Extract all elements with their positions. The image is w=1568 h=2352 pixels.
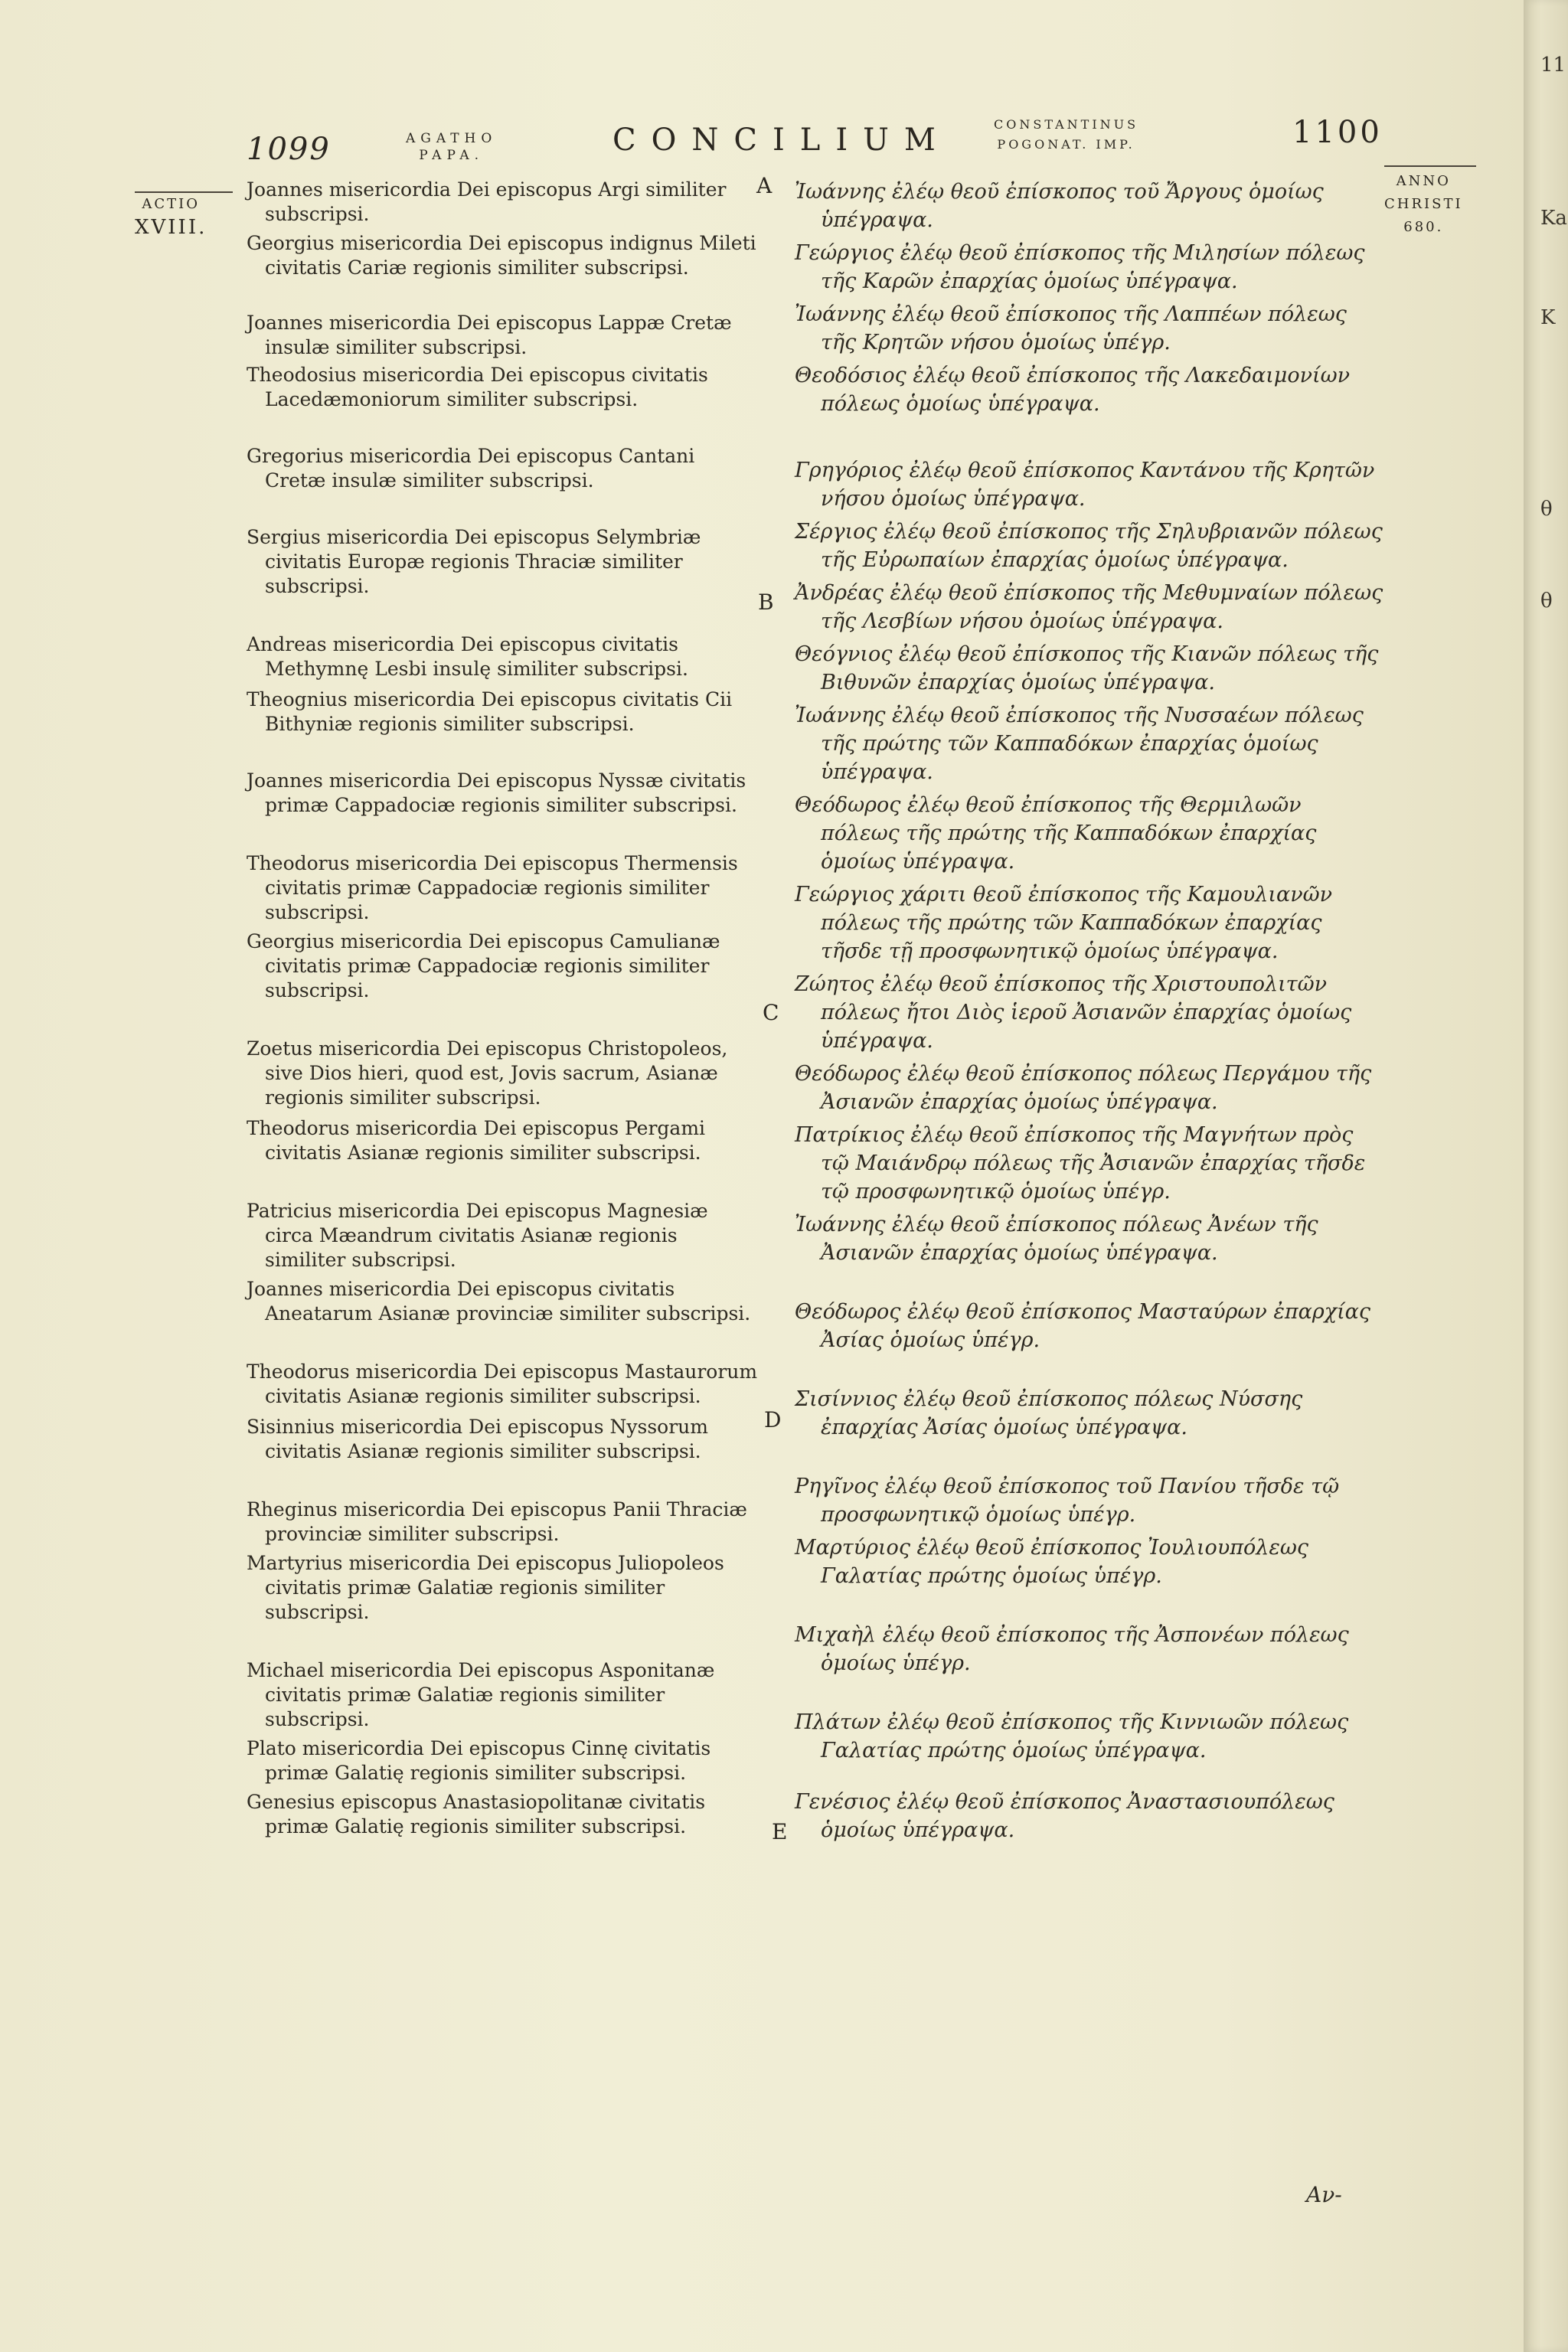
page-number-right: 1100 <box>1292 115 1383 150</box>
latin-entry: Theodorus misericordia Dei episcopus Pergami civitatis Asianæ regionis similiter subscripsi. <box>247 1117 706 1164</box>
latin-entry: Joannes misericordia Dei episcopus Nyssæ civitatis primæ Cappadociæ regionis similiter subscripsi. <box>247 769 746 816</box>
header-constantinus <box>994 115 1138 155</box>
greek-entry: Ἰωάννης ἐλέῳ θεοῦ ἐπίσκοπος πόλεως Ἀνέων τῆς Ἀσιανῶν ἐπαρχίας ὁμοίως ὑπέγραψα. <box>795 1213 1318 1265</box>
page-number-left: 1099 <box>247 132 331 167</box>
header-papa: PAPA. <box>419 148 485 163</box>
greek-entry: Μιχαὴλ ἐλέῳ θεοῦ ἐπίσκοπος τῆς Ἀσπονέων πόλεως ὁμοίως ὑπέγρ. <box>795 1623 1349 1675</box>
anno-year: 680. <box>1403 219 1444 235</box>
header-constantinus-name: CONSTANTINUS <box>994 117 1139 132</box>
latin-column <box>247 178 758 1839</box>
header-agatho <box>406 130 497 164</box>
latin-entry: Sergius misericordia Dei episcopus Selymbriæ civitatis Europæ regionis Thraciæ similiter subscripsi. <box>247 526 701 597</box>
greek-entry: Ζώητος ἐλέῳ θεοῦ ἐπίσκοπος τῆς Χριστουπολιτῶν πόλεως ἤτοι Διὸς ἱεροῦ Ἀσιανῶν ἐπαρχίας ὁμοίως ὑπέγραψα. <box>795 972 1352 1053</box>
anno-rule <box>1384 165 1476 167</box>
header-agatho-name: AGATHO <box>406 131 498 146</box>
greek-entry: Ἀνδρέας ἐλέῳ θεοῦ ἐπίσκοπος τῆς Μεθυμναίων πόλεως τῆς Λεσβίων νήσου ὁμοίως ὑπέγραψα. <box>795 581 1383 633</box>
greek-entry: Γρηγόριος ἐλέῳ θεοῦ ἐπίσκοπος Καντάνου τῆς Κρητῶν νήσου ὁμοίως ὑπέγραψα. <box>795 459 1375 511</box>
greek-entry: Θεόδωρος ἐλέῳ θεοῦ ἐπίσκοπος Μασταύρων ἐπαρχίας Ἀσίας ὁμοίως ὑπέγρ. <box>795 1300 1371 1352</box>
greek-column <box>795 178 1384 1844</box>
greek-entry: Ἰωάννης ἐλέῳ θεοῦ ἐπίσκοπος τῆς Λαππέων πόλεως τῆς Κρητῶν νήσου ὁμοίως ὑπέγρ. <box>795 302 1347 354</box>
margin-letter-d: D <box>764 1407 782 1432</box>
latin-entry: Georgius misericordia Dei episcopus indignus Mileti civitatis Cariæ regionis similiter subscripsi. <box>247 232 756 279</box>
margin-letter-c: C <box>763 1000 779 1025</box>
latin-entry: Joannes misericordia Dei episcopus civitatis Aneatarum Asianæ provinciæ similiter subscripsi. <box>247 1278 751 1325</box>
gutter-mark: θ <box>1540 498 1553 521</box>
greek-entry: Ρηγῖνος ἐλέῳ θεοῦ ἐπίσκοπος τοῦ Πανίου τῆσδε τῷ προσφωνητικῷ ὁμοίως ὑπέγρ. <box>795 1475 1340 1527</box>
latin-entry: Theognius misericordia Dei episcopus civitatis Cii Bithyniæ regionis similiter subscripsi. <box>247 688 733 735</box>
greek-entry: Θεόγνιος ἐλέῳ θεοῦ ἐπίσκοπος τῆς Κιανῶν πόλεως τῆς Βιθυνῶν ἐπαρχίας ὁμοίως ὑπέγραψα. <box>795 642 1379 694</box>
greek-entry: Ἰωάννης ἐλέῳ θεοῦ ἐπίσκοπος τοῦ Ἄργους ὁμοίως ὑπέγραψα. <box>795 180 1324 232</box>
greek-entry: Γεώργιος ἐλέῳ θεοῦ ἐπίσκοπος τῆς Μιλησίων πόλεως τῆς Καρῶν ἐπαρχίας ὁμοίως ὑπέγραψα. <box>795 241 1365 293</box>
anno-label <box>1384 170 1463 239</box>
greek-entry: Θεόδωρος ἐλέῳ θεοῦ ἐπίσκοπος πόλεως Περγάμου τῆς Ἀσιανῶν ἐπαρχίας ὁμοίως ὑπέγραψα. <box>795 1062 1372 1114</box>
greek-entry: Μαρτύριος ἐλέῳ θεοῦ ἐπίσκοπος Ἰουλιουπόλεως Γαλατίας πρώτης ὁμοίως ὑπέγρ. <box>795 1536 1308 1588</box>
actio-number: XVIII. <box>135 216 207 239</box>
latin-entry: Zoetus misericordia Dei episcopus Christopoleos, sive Dios hieri, quod est, Jovis sacrum, Asianæ regionis similiter subscripsi. <box>247 1037 728 1109</box>
catchword: Αν- <box>1306 2182 1342 2207</box>
latin-entry: Rheginus misericordia Dei episcopus Panii Thraciæ provinciæ similiter subscripsi. <box>247 1498 747 1545</box>
gutter-mark: Ka <box>1540 207 1567 230</box>
greek-entry: Ἰωάννης ἐλέῳ θεοῦ ἐπίσκοπος τῆς Νυσσαέων πόλεως τῆς πρώτης τῶν Καππαδόκων ἐπαρχίας ὁμοίως ὑπέγραψα. <box>795 704 1364 784</box>
margin-letter-a: A <box>756 173 773 198</box>
page-title: CONCILIUM <box>612 122 951 158</box>
latin-entry: Gregorius misericordia Dei episcopus Cantani Cretæ insulæ similiter subscripsi. <box>247 445 695 492</box>
latin-entry: Michael misericordia Dei episcopus Asponitanæ civitatis primæ Galatiæ regionis similiter subscripsi. <box>247 1659 715 1730</box>
greek-entry: Πατρίκιος ἐλέῳ θεοῦ ἐπίσκοπος τῆς Μαγνήτων πρὸς τῷ Μαιάνδρῳ πόλεως τῆς Ἀσιανῶν ἐπαρχίας τῆσδε τῷ προσφωνητικῷ ὁμοίως ὑπέγρ. <box>795 1123 1366 1204</box>
greek-entry: Πλάτων ἐλέῳ θεοῦ ἐπίσκοπος τῆς Κιννιωῶν πόλεως Γαλατίας πρώτης ὁμοίως ὑπέγραψα. <box>795 1710 1349 1762</box>
actio-label <box>135 193 207 239</box>
latin-entry: Andreas misericordia Dei episcopus civitatis Methymnę Lesbi insulę similiter subscripsi. <box>247 633 688 680</box>
latin-entry: Sisinnius misericordia Dei episcopus Nyssorum civitatis Asianæ regionis similiter subscripsi. <box>247 1416 708 1462</box>
latin-entry: Theodorus misericordia Dei episcopus Mastaurorum civitatis Asianæ regionis similiter subscripsi. <box>247 1361 758 1407</box>
gutter-mark: θ <box>1540 590 1553 612</box>
gutter-mark: K <box>1540 306 1556 329</box>
christi-word: CHRISTI <box>1384 196 1463 212</box>
latin-entry: Georgius misericordia Dei episcopus Camulianæ civitatis primæ Cappadociæ regionis similiter subscripsi. <box>247 930 720 1001</box>
latin-entry: Joannes misericordia Dei episcopus Lappæ Cretæ insulæ similiter subscripsi. <box>247 312 732 358</box>
greek-entry: Θεόδωρος ἐλέῳ θεοῦ ἐπίσκοπος τῆς Θερμιλωῶν πόλεως τῆς πρώτης τῆς Καππαδόκων ἐπαρχίας ὁμοίως ὑπέγραψα. <box>795 793 1317 874</box>
actio-word: ACTIO <box>142 196 201 212</box>
gutter-mark: 11 <box>1540 54 1566 77</box>
latin-entry: Theodosius misericordia Dei episcopus civitatis Lacedæmoniorum similiter subscripsi. <box>247 364 708 410</box>
latin-entry: Plato misericordia Dei episcopus Cinnę civitatis primæ Galatię regionis similiter subscripsi. <box>247 1737 711 1784</box>
greek-entry: Γενέσιος ἐλέῳ θεοῦ ἐπίσκοπος Ἀναστασιουπόλεως ὁμοίως ὑπέγραψα. <box>795 1790 1334 1842</box>
latin-entry: Joannes misericordia Dei episcopus Argi similiter subscripsi. <box>247 178 727 225</box>
greek-entry: Σέργιος ἐλέῳ θεοῦ ἐπίσκοπος τῆς Σηλυβριανῶν πόλεως τῆς Εὐρωπαίων ἐπαρχίας ὁμοίως ὑπέγραψα. <box>795 520 1383 572</box>
latin-entry: Genesius episcopus Anastasiopolitanæ civitatis primæ Galatię regionis similiter subscripsi. <box>247 1791 706 1838</box>
latin-entry: Martyrius misericordia Dei episcopus Juliopoleos civitatis primæ Galatiæ regionis similiter subscripsi. <box>247 1552 724 1623</box>
latin-entry: Patricius misericordia Dei episcopus Magnesiæ circa Mæandrum civitatis Asianæ regionis similiter subscripsi. <box>247 1200 708 1271</box>
greek-entry: Θεοδόσιος ἐλέῳ θεοῦ ἐπίσκοπος τῆς Λακεδαιμονίων πόλεως ὁμοίως ὑπέγραψα. <box>795 364 1351 416</box>
anno-word: ANNO <box>1396 173 1451 189</box>
margin-letter-e: E <box>772 1819 788 1844</box>
facing-page-edge <box>1524 0 1568 2352</box>
greek-entry: Γεώργιος χάριτι θεοῦ ἐπίσκοπος τῆς Καμουλιανῶν πόλεως τῆς πρώτης τῶν Καππαδόκων ἐπαρχίας τῆσδε τῇ προσφωνητικῷ ὁμοίως ὑπέγραψα. <box>795 883 1333 963</box>
header-pogonat: POGONAT. IMP. <box>997 137 1135 152</box>
margin-letter-b: B <box>758 590 774 615</box>
latin-entry: Theodorus misericordia Dei episcopus Thermensis civitatis primæ Cappadociæ regionis similiter subscripsi. <box>247 852 738 923</box>
greek-entry: Σισίννιος ἐλέῳ θεοῦ ἐπίσκοπος πόλεως Νύσσης ἐπαρχίας Ἀσίας ὁμοίως ὑπέγραψα. <box>795 1387 1303 1439</box>
